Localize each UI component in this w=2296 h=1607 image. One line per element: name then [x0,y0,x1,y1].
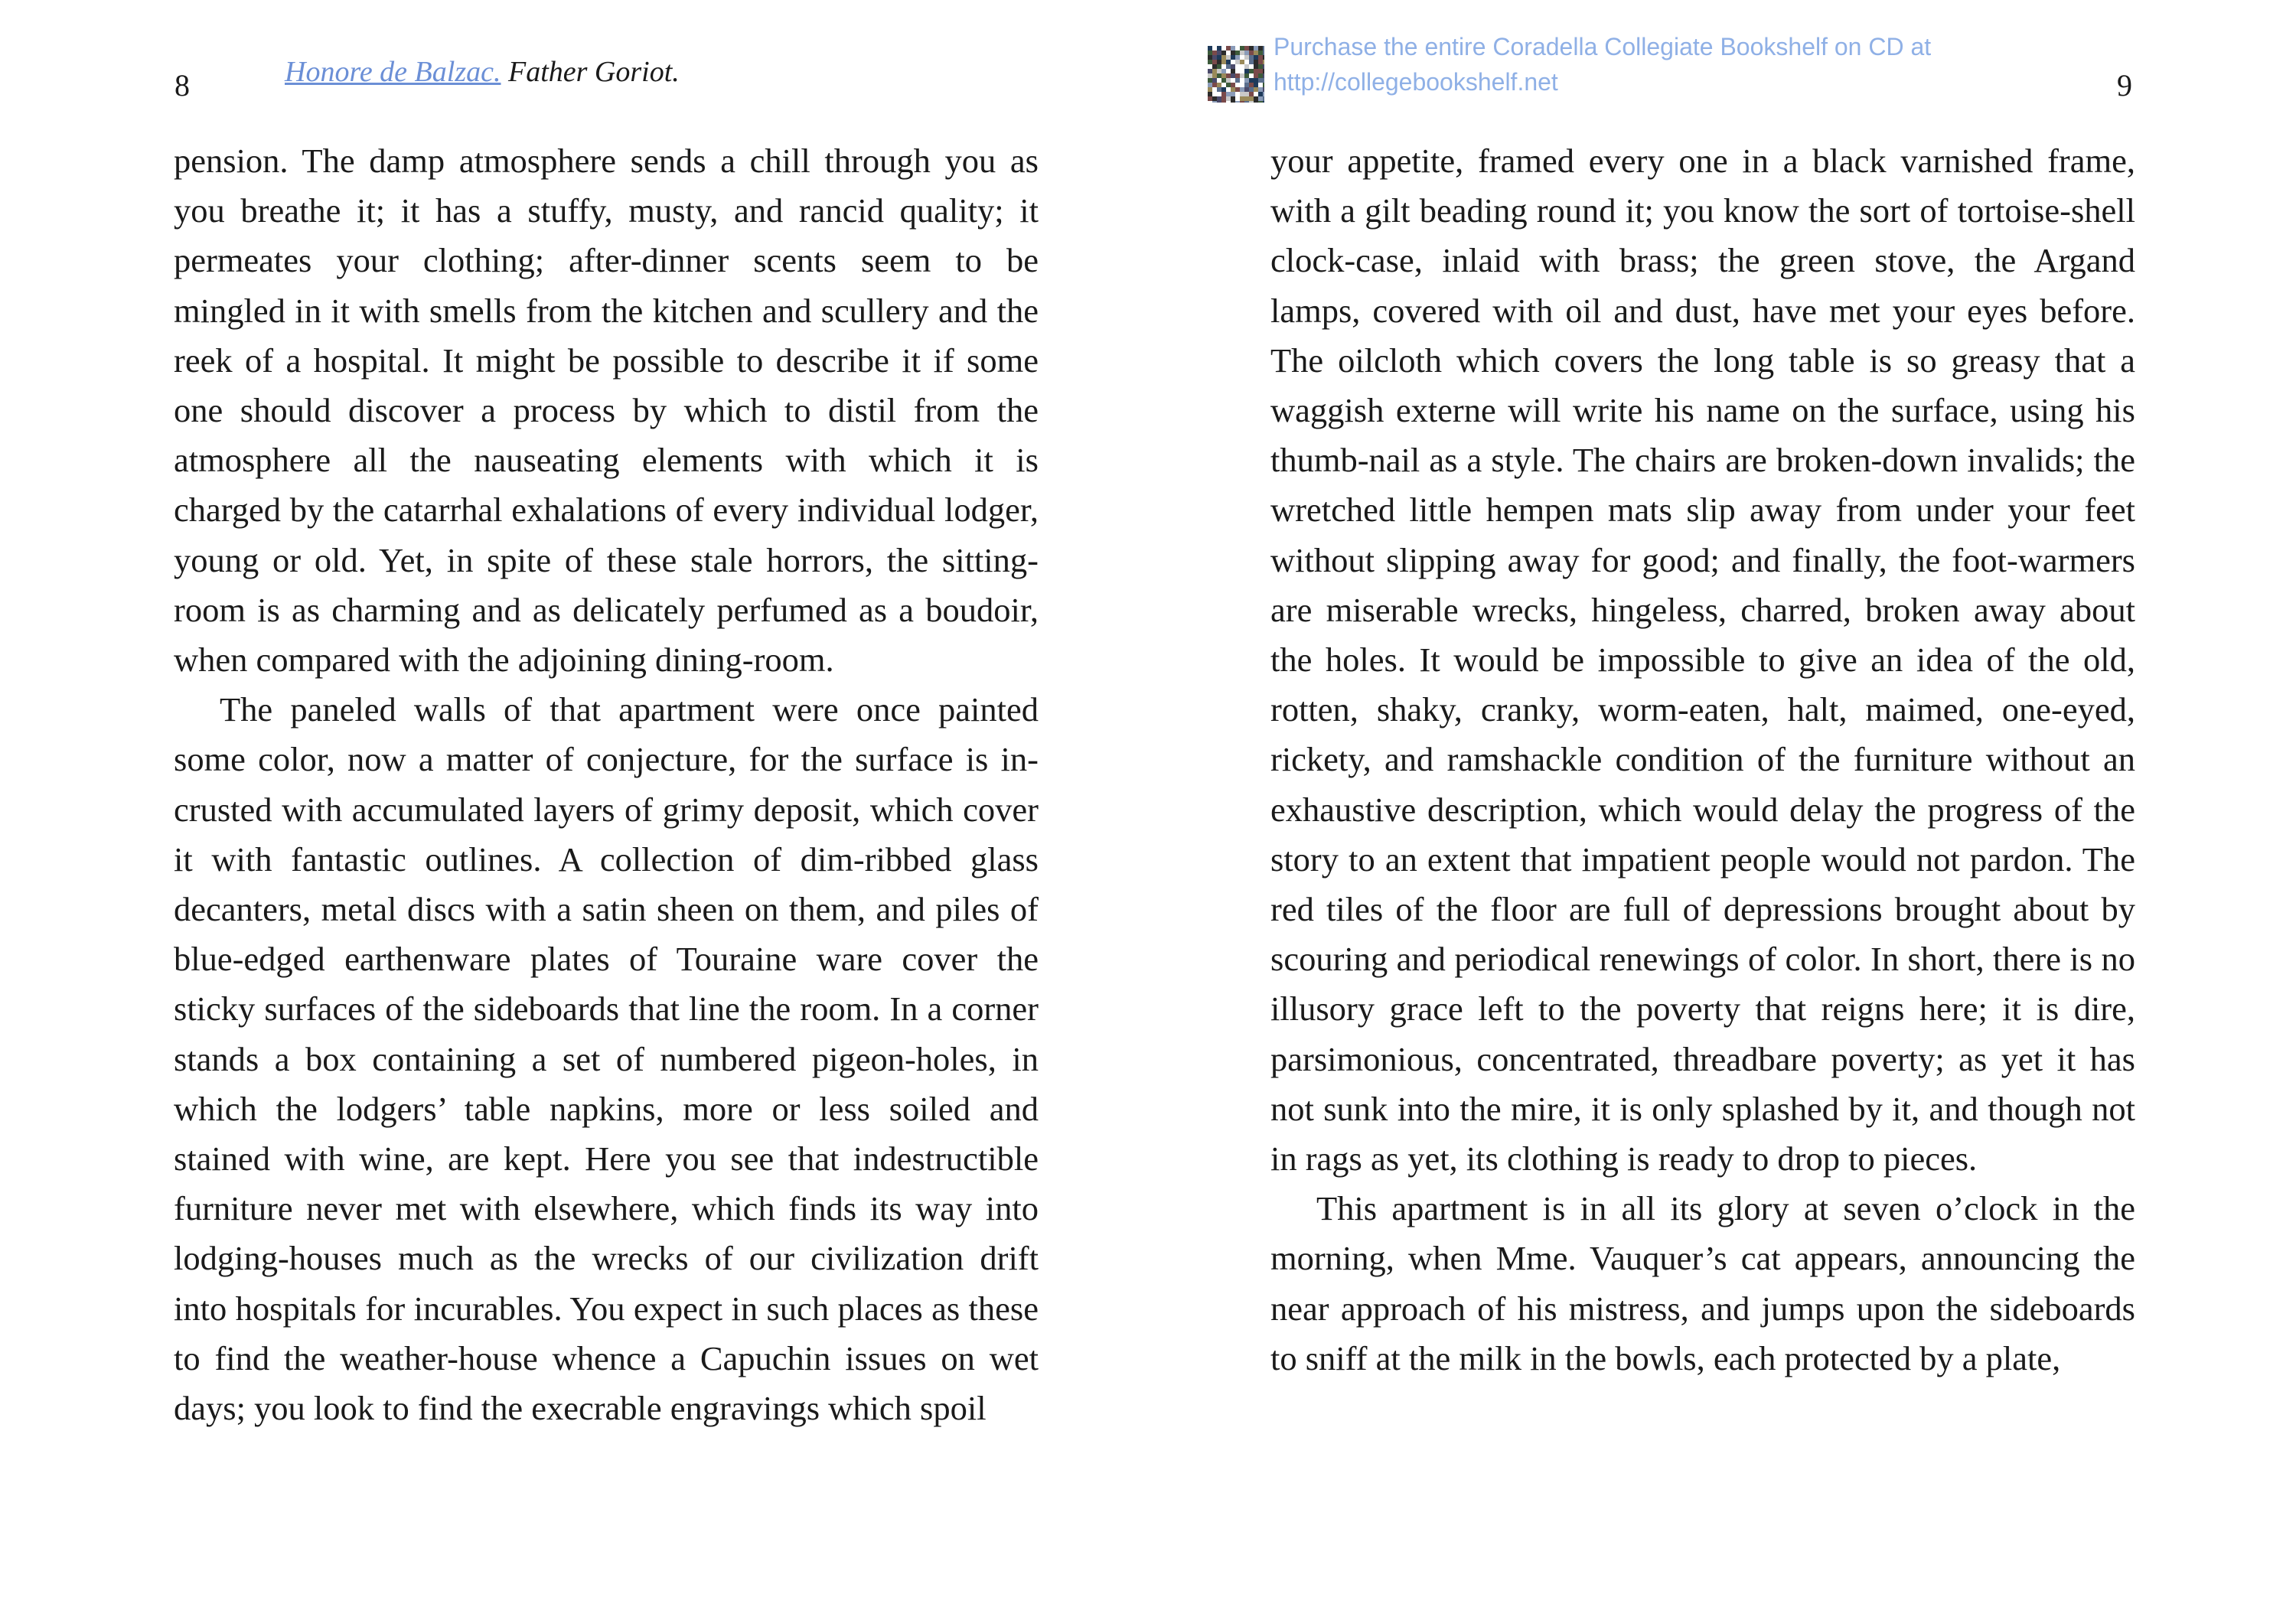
right-page [1148,0,2296,1607]
paragraph: The paneled walls of that apartment were once painted some color, now a matter of conjecture, for the surface is incrusted with accumulated layers of grimy deposit, which cover it with fantastic outlines. A collection of dim-ribbed glass decanters, metal discs with a satin sheen on them, and piles of blue-edged earthenware plates of Touraine ware cover the sticky surfaces of the sideboards that line the room. In a corner stands a box containing a set of numbered pigeon-holes, in which the lodgers’ table napkins, more or less soiled and stained with wine, are kept. Here you see that indestructible furniture never met with elsewhere, which finds its way into lodging-houses much as the wrecks of our civilization drift into hospitals for incurables. You expect in such places as these to find the weather-house whence a Capuchin issues on wet days; you look to find the execrable engravings which spoil [174,690,1039,1428]
paragraph: This apartment is in all its glory at seven o’clock in the morning, when Mme. Vauquer’s cat appears, announcing the near approach of his mistress, and jumps upon the sideboards to sniff at the milk in the bowls, each protected by a plate, [1270,1189,2135,1377]
page-number: 9 [2117,68,2132,103]
page-number: 8 [174,68,190,103]
coradella-logo-icon [1208,46,1264,103]
promo-link[interactable]: http://collegebookshelf.net [1274,68,1558,96]
running-head [285,55,680,89]
promo-text[interactable] [1274,29,1931,99]
body-text [174,136,1039,1433]
promo-banner[interactable] [1208,29,1931,103]
book-title: Father Goriot. [507,56,680,88]
author-link[interactable]: Honore de Balzac. [285,56,501,88]
promo-line-1: Purchase the entire Coradella Collegiate Bookshelf on CD at [1274,33,1932,60]
paragraph: pension. The damp atmosphere sends a chill through you as you breathe it; it has a stuffy, musty, and rancid quality; it permeates your clothing; after-dinner scents seem to be mingled in it with smells from the kitchen and scullery and the reek of a hospital. It might be possible to describe it if some one should discover a process by which to distil from the atmosphere all the nauseating elements with which it is charged by the catarrhal exhalations of every individual lodger, young or old. Yet, in spite of these stale horrors, the sitting-room is as charming and as delicately perfumed as a boudoir, when compared with the adjoining dining-room. [174,142,1039,680]
body-text [1270,136,2135,1384]
paragraph: your appetite, framed every one in a black varnished frame, with a gilt beading round it; you know the sort of tortoise-shell clock-case, inlaid with brass; the green stove, the Argand lamps, covered with oil and dust, have met your eyes before. The oilcloth which covers the long table is so greasy that a waggish externe will write his name on the surface, using his thumb-nail as a style. The chairs are broken-down invalids; the wretched little hempen mats slip away from under your feet without slipping away for good; and finally, the foot-warmers are miserable wrecks, hingeless, charred, broken away about the holes. It would be impossible to give an idea of the old, rotten, shaky, cranky, worm-eaten, halt, maimed, one-eyed, rickety, and ramshackle condition of the furniture without an exhaustive description, which would delay the progress of the story to an extent that impatient people would not pardon. The red tiles of the floor are full of depressions brought about by scouring and periodical renewings of color. In short, there is no illusory grace left to the poverty that reigns here; it is dire, parsimonious, concentrated, threadbare poverty; as yet it has not sunk into the mire, it is only splashed by it, and though not in rags as yet, its clothing is ready to drop to pieces. [1270,142,2135,1178]
